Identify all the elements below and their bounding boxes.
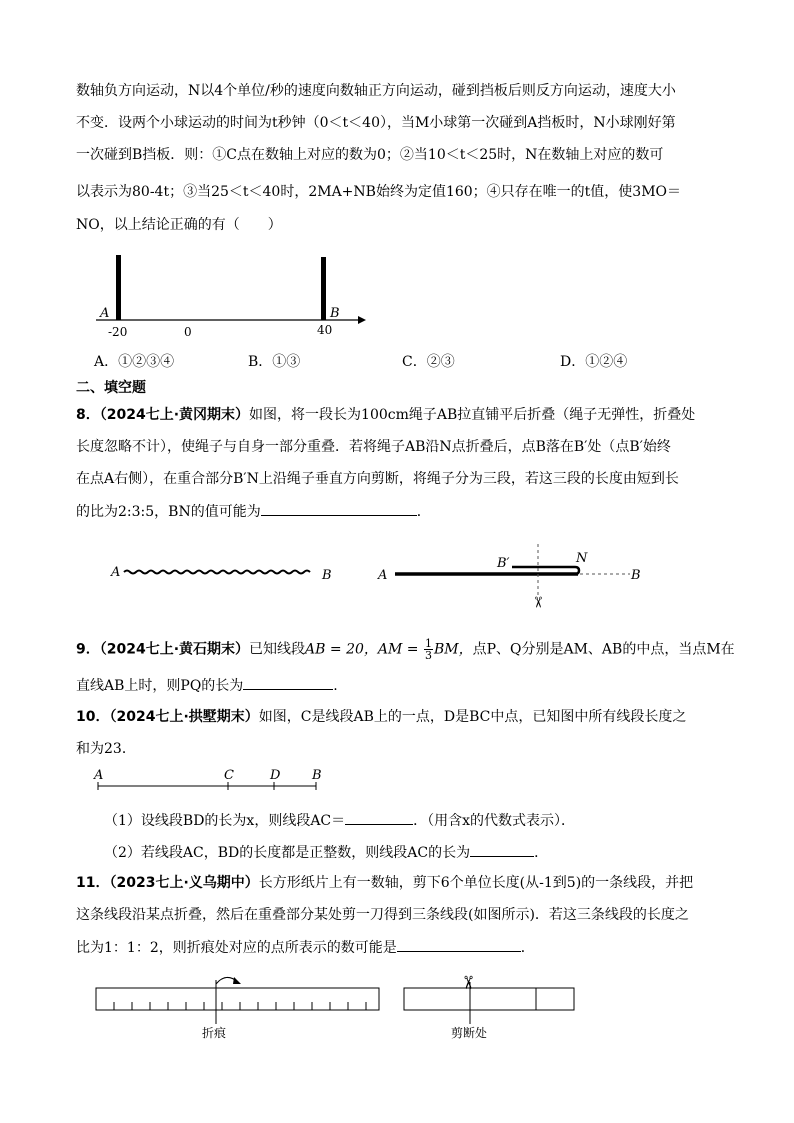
section-title: 二、填空题	[76, 380, 146, 396]
q9-end: .	[333, 678, 338, 694]
q7-tick-right: 40	[317, 323, 333, 337]
q8-label-a1: A	[111, 565, 121, 580]
q9-text-1: 已知线段	[249, 641, 306, 658]
q10-text-1: 如图，C是线段AB上的一点，D是BC中点，已知图中所有线段长度之	[258, 709, 687, 725]
q9-am-eq: AM =	[377, 641, 423, 658]
q7-number-line-figure	[90, 250, 370, 340]
q7-axis-arrow	[358, 316, 366, 324]
q9-bm: BM，	[433, 641, 473, 658]
q7-option-b[interactable]: B．①③	[248, 354, 301, 370]
q9-text-2: 点P、Q分别是AM、AB的中点，当点M在	[472, 641, 735, 658]
q8-line-4	[76, 501, 431, 522]
q10-line-2: 和为23．	[76, 741, 136, 757]
q9-number: 9．	[76, 641, 100, 658]
q11-line-3	[76, 937, 535, 958]
q10-answer-blank-2[interactable]	[470, 842, 534, 857]
q11-answer-blank[interactable]	[397, 937, 521, 952]
q7-option-c[interactable]: C．②③	[402, 354, 455, 370]
q7-line-4: 以表示为80-4t；③当25＜t＜40时，2MA+NB始终为定值160；④只存在唯一的t值，使3MO＝	[76, 184, 682, 200]
q10-line-1	[76, 707, 686, 727]
q8-text-1: 如图，将一段长为100cm绳子AB拉直铺平后折叠（绳子无弹性，折叠处	[249, 407, 696, 423]
q8-answer-blank[interactable]	[261, 501, 417, 516]
q10-segment-figure	[90, 766, 330, 796]
q7-tick-left: -20	[108, 325, 128, 339]
scissors-icon: ✂	[457, 975, 478, 991]
q8-line-3: 在点A右侧），在重合部分B′N上沿绳子垂直方向剪断，将绳子分为三段，若这三段的长度由短到长	[76, 471, 679, 487]
q7-label-b: B	[330, 306, 340, 321]
q8-wavy-rope	[124, 571, 310, 574]
q9-line-1	[76, 638, 735, 661]
q11-strip-right	[404, 988, 574, 1010]
q10-label-d: D	[270, 768, 281, 783]
q7-tick-zero: 0	[184, 325, 192, 339]
q11-fold-label: 折痕	[202, 1026, 227, 1040]
q10-sub-1-end: ．（用含x的代数式表示）．	[413, 813, 576, 829]
q11-text-3: 比为1：1：2，则折痕处对应的点所表示的数可能是	[76, 940, 397, 956]
q10-number: 10．	[76, 709, 110, 725]
q11-text-1: 长方形纸片上有一数轴，剪下6个单位长度(从-1到5)的一条线段，并把	[258, 875, 694, 891]
q7-option-d[interactable]: D．①②④	[560, 354, 628, 370]
q8-line-2: 长度忽略不计），使绳子与自身一部分重叠．若将绳子AB沿N点折叠后，点B落在B′处（点B′始终	[76, 439, 671, 455]
q9-frac-den: 3	[424, 649, 432, 662]
q7-line-3: 一次碰到B挡板．则：①C点在数轴上对应的数为0；②当10＜t＜25时，N在数轴上对应的数可	[76, 147, 664, 163]
q8-label-b2: B	[631, 568, 641, 583]
q9-source: （2024七上·黄石期末）	[99, 641, 250, 658]
q11-fold-arrowhead	[233, 977, 241, 984]
q8-label-b1: B	[322, 568, 332, 583]
q8-source: （2024七上·黄冈期末）	[99, 407, 250, 423]
q10-sub-2	[104, 842, 548, 863]
q10-source: （2024七上·拱墅期末）	[109, 709, 259, 725]
q11-line-2: 这条线段沿某点折叠，然后在重叠部分某处剪一刀得到三条线段(如图所示)．若这三条线段的长度之	[76, 907, 689, 923]
q7-label-a: A	[100, 306, 110, 321]
q11-line-1	[76, 873, 693, 893]
q8-end: ．	[416, 504, 431, 520]
q10-sub-2-text: （2）若线段AC，BD的长度都是正整数，则线段AC的长为	[104, 845, 471, 861]
q10-label-a: A	[94, 768, 104, 783]
q9-answer-blank[interactable]	[243, 675, 333, 690]
q8-label-bprime: B′	[497, 556, 510, 571]
q10-answer-blank-1[interactable]	[345, 810, 413, 825]
q9-line-2	[76, 675, 338, 696]
q11-ruler-ticks	[114, 1002, 366, 1010]
q7-barrier-a	[116, 255, 121, 320]
q8-text-4: 的比为2:3:5，BN的值可能为	[76, 504, 261, 520]
q9-frac-num: 1	[424, 637, 432, 650]
q7-line-2: 不变．设两个小球运动的时间为t秒钟（0＜t＜40），当M小球第一次碰到A挡板时，N小球刚好第	[76, 115, 676, 131]
q8-label-a2: A	[378, 568, 388, 583]
q11-cut-label: 剪断处	[451, 1026, 488, 1040]
q10-label-b: B	[312, 768, 322, 783]
q10-sub-1	[104, 810, 575, 831]
q7-option-a[interactable]: A．①②③④	[94, 354, 175, 370]
q11-source: （2023七上·义乌期中）	[109, 875, 259, 891]
q9-fraction	[424, 638, 433, 661]
q10-sub-2-end: ．	[534, 845, 549, 861]
q7-barrier-b	[321, 257, 326, 320]
q8-rope-figure	[100, 538, 660, 618]
scissors-icon: ✂	[529, 596, 547, 609]
q11-number: 11．	[76, 875, 110, 891]
q10-label-c: C	[224, 768, 234, 783]
q8-label-n: N	[576, 551, 588, 566]
q7-line-1: 数轴负方向运动，N以4个单位/秒的速度向数轴正方向运动，碰到挡板后则反方向运动，速度大小	[76, 83, 676, 99]
q7-line-5: NO，以上结论正确的有（ ）	[76, 217, 282, 233]
q9-ab-eq: AB = 20，	[305, 641, 378, 658]
q8-number: 8．	[76, 407, 100, 423]
q11-strip-left	[96, 988, 379, 1010]
q8-line-1	[76, 405, 695, 425]
q11-end: ．	[520, 940, 535, 956]
q11-paper-strip-figure	[94, 962, 584, 1042]
q10-sub-1-text: （1）设线段BD的长为x，则线段AC＝	[104, 813, 346, 829]
q9-text-3: 直线AB上时，则PQ的长为	[76, 678, 244, 694]
